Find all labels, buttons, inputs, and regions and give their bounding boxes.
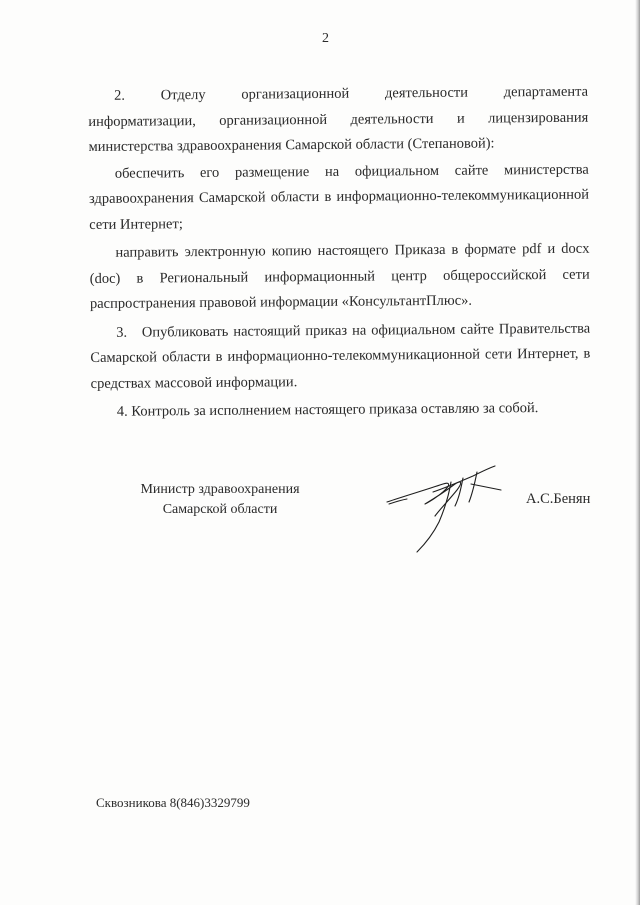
signatory-name: А.С.Бенян — [526, 491, 591, 507]
paragraph-item-4: 4. Контроль за исполнением настоящего приказа оставляю за собой. — [116, 400, 539, 420]
executor-contact: Сквозникова 8(846)3329799 — [96, 795, 250, 810]
paragraph-item-2: 2. Отделу организационной деятельности департамента информатизации, организационной деятельности и лицензирования министерства здравоохранения Самарской области (Степановой): — [88, 83, 589, 155]
page-number: 2 — [322, 31, 329, 46]
signatory-position-line-1: Министр здравоохранения — [140, 482, 300, 497]
document-body — [88, 80, 591, 426]
signatory-position-line-2: Самарской области — [162, 502, 278, 517]
paragraph-publish-website: обеспечить его размещение на официальном сайте министерства здравоохранения Самарской области в информационно-телекоммуникационной сети Интернет; — [88, 161, 590, 233]
paragraph-send-electronic-copy: направить электронную копию настоящего Приказа в формате pdf и docx (doc) в Региональный информационный центр общероссийской сети распространения правовой информации «КонсультантПлюс». — [89, 240, 590, 312]
paragraph-item-3: 3. Опубликовать настоящий приказ на официальном сайте Правительства Самарской области в информационно-телекоммуникационной сети Интернет, в средствах массовой информации. — [90, 320, 591, 392]
signatory-position — [110, 480, 330, 520]
handwritten-signature — [385, 462, 515, 554]
scan-edge-shadow — [635, 0, 640, 905]
